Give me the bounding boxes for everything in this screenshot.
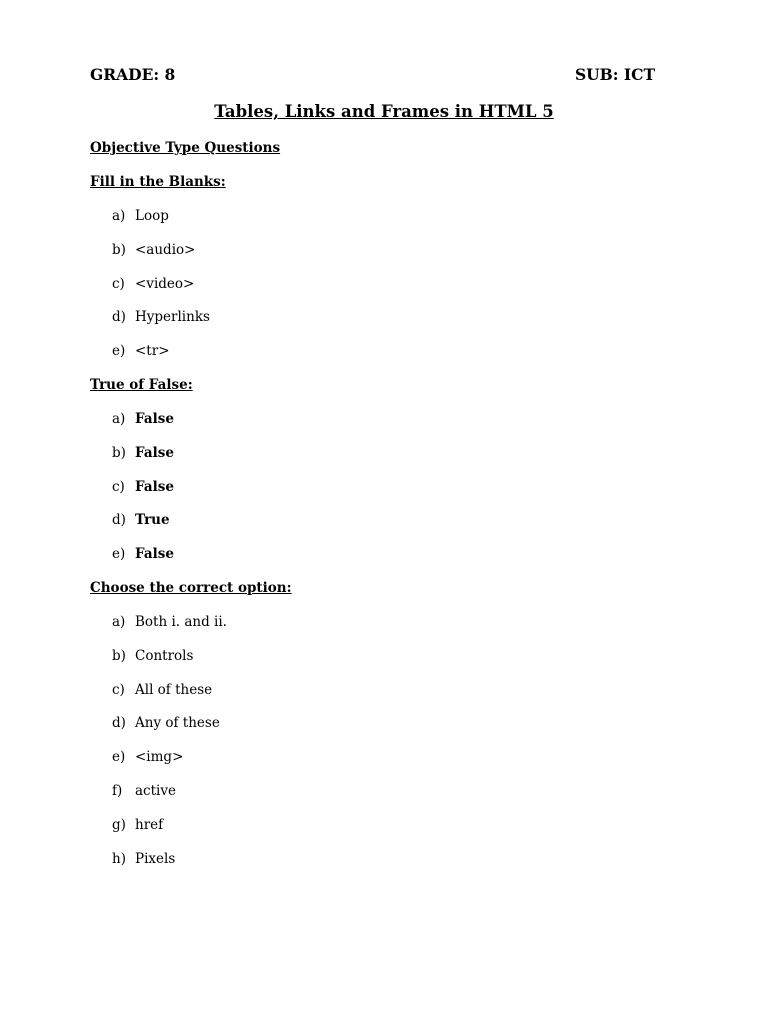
list-item [90,711,670,745]
list-marker: e) [112,343,126,360]
list-item [90,610,670,644]
answer-text: <tr> [135,343,170,360]
section-heading-choose-option: Choose the correct option: [90,579,292,596]
list-marker: d) [112,512,126,529]
answer-text: href [135,816,164,833]
list-item [90,407,670,441]
list-marker: g) [112,816,126,833]
list-marker: d) [112,309,126,326]
list-item [90,339,670,373]
list-item [90,678,670,712]
answer-text: True [135,512,170,529]
page-title: Tables, Links and Frames in HTML 5 [214,102,554,121]
answer-text: <video> [135,275,195,292]
list-item [90,238,670,272]
list-marker: c) [112,478,125,495]
answer-text: Both i. and ii. [135,613,227,630]
list-item [90,542,670,576]
answer-text: Loop [135,208,169,224]
list-marker: a) [112,410,126,427]
answer-text: False [135,444,174,461]
section-heading-true-false: True of False: [90,376,193,393]
list-marker: b) [112,444,126,461]
answer-text: False [135,546,174,563]
answer-text: Pixels [135,850,176,867]
list-item [90,813,670,847]
list-marker: c) [112,275,125,292]
section-heading-fill-blanks: Fill in the Blanks: [90,174,226,190]
answer-text: All of these [135,681,213,698]
list-item [90,272,670,306]
list-marker: a) [112,613,126,630]
subject-label: SUB: ICT [574,65,655,84]
list-marker: c) [112,681,125,698]
list-marker: a) [112,208,126,224]
list-item [90,779,670,813]
list-marker: e) [112,749,126,766]
answer-text: active [135,782,176,799]
answer-text: Hyperlinks [135,309,210,326]
list-item [90,745,670,779]
answer-text: False [135,410,174,427]
list-marker: d) [112,715,126,732]
list-item [90,475,670,509]
list-marker: e) [112,546,126,563]
list-item [90,204,670,238]
list-item [90,847,670,881]
list-marker: b) [112,241,126,258]
list-marker: b) [112,647,126,664]
list-item [90,441,670,475]
answer-text: <audio> [135,241,196,258]
section-heading-objective: Objective Type Questions [90,140,281,156]
answer-content [90,136,670,880]
answer-text: <img> [135,749,184,766]
answer-text: Any of these [135,715,220,732]
list-item [90,508,670,542]
list-marker: f) [112,782,123,799]
grade-label: GRADE: 8 [90,65,176,84]
list-item [90,305,670,339]
list-item [90,644,670,678]
answer-text: False [135,478,174,495]
answer-text: Controls [135,647,194,664]
list-marker: h) [112,850,126,867]
